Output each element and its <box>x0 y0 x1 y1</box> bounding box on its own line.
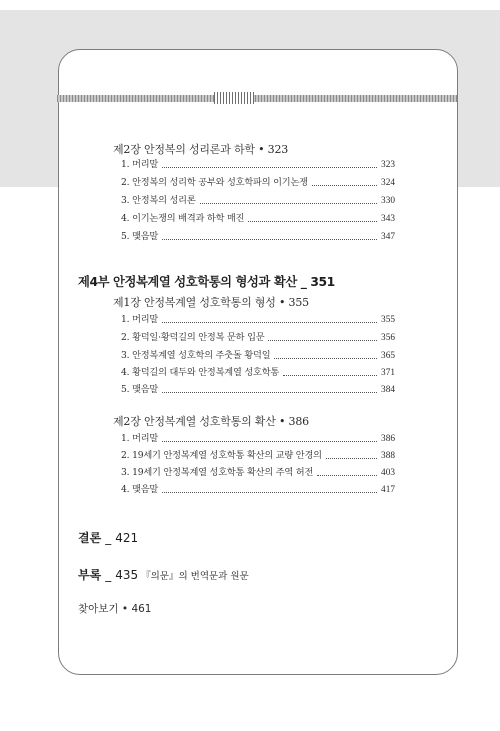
entry-page: 324 <box>381 178 395 188</box>
part-title: 제4부 안정복계열 성호학통의 형성과 확산 _ 351 <box>78 275 335 289</box>
conclusion-sep: _ <box>105 531 112 545</box>
entry-page: 371 <box>381 368 395 378</box>
conclusion-entry[interactable] <box>78 529 138 546</box>
appendix-label: 부록 <box>78 568 102 582</box>
entry-label: 5. 맺음말 <box>121 231 159 242</box>
entry-label: 4. 이기논쟁의 배격과 하학 매진 <box>121 213 245 224</box>
entry-label: 3. 19세기 안정복계열 성호학통 확산의 주역 허전 <box>121 467 314 478</box>
leader-dots <box>162 314 377 323</box>
header-rule-ornament <box>214 92 254 104</box>
toc-entry[interactable] <box>121 430 395 444</box>
leader-dots <box>162 484 377 493</box>
entry-page: 355 <box>381 315 395 325</box>
entry-page: 403 <box>381 468 395 478</box>
appendix-entry[interactable] <box>78 566 249 583</box>
leader-dots <box>162 433 377 442</box>
leader-dots <box>162 384 377 393</box>
header-rule <box>57 95 457 102</box>
entry-page: 417 <box>381 485 395 495</box>
toc-entry[interactable] <box>121 347 395 361</box>
toc-entry[interactable] <box>121 329 395 343</box>
chapter-title: 제1장 안정복계열 성호학통의 형성 • 355 <box>113 296 309 309</box>
entry-label: 1. 머리말 <box>121 159 159 170</box>
toc-entry[interactable] <box>121 174 395 188</box>
leader-dots <box>326 450 377 459</box>
entry-page: 386 <box>381 434 395 444</box>
leader-dots <box>312 177 377 186</box>
leader-dots <box>283 367 377 376</box>
entry-page: 365 <box>381 351 395 361</box>
entry-label: 5. 맺음말 <box>121 384 159 395</box>
toc-entry[interactable] <box>121 464 395 478</box>
entry-page: 323 <box>381 160 395 170</box>
appendix-sep: _ <box>105 568 112 582</box>
toc-entry[interactable] <box>121 156 395 170</box>
toc-entry[interactable] <box>121 381 395 395</box>
leader-dots <box>162 159 377 168</box>
leader-dots <box>162 231 377 240</box>
chapter-title: 제2장 안정복의 성리론과 하학 • 323 <box>113 143 289 156</box>
toc-entry[interactable] <box>121 210 395 224</box>
entry-page: 388 <box>381 451 395 461</box>
entry-page: 384 <box>381 385 395 395</box>
leader-dots <box>317 467 377 476</box>
entry-label: 3. 안정복의 성리론 <box>121 195 196 206</box>
appendix-description: 『의문』의 번역문과 원문 <box>141 571 249 582</box>
entry-label: 4. 황덕길의 대두와 안정복계열 성호학통 <box>121 367 280 378</box>
index-entry[interactable]: 찾아보기 • 461 <box>78 603 152 615</box>
leader-dots <box>200 195 378 204</box>
entry-label: 1. 머리말 <box>121 314 159 325</box>
entry-label: 2. 황덕일·황덕길의 안정복 문하 입문 <box>121 332 265 343</box>
entry-label: 2. 안정복의 성리학 공부와 성호학파의 이기논쟁 <box>121 177 308 188</box>
leader-dots <box>248 213 377 222</box>
entry-page: 330 <box>381 196 395 206</box>
toc-entry[interactable] <box>121 311 395 325</box>
toc-entry[interactable] <box>121 192 395 206</box>
entry-page: 347 <box>381 232 395 242</box>
toc-entry[interactable] <box>121 364 395 378</box>
toc-entry[interactable] <box>121 447 395 461</box>
leader-dots <box>274 350 377 359</box>
entry-label: 3. 안정복계열 성호학의 주춧돌 황덕일 <box>121 350 271 361</box>
entry-page: 343 <box>381 214 395 224</box>
entry-label: 2. 19세기 안정복계열 성호학통 확산의 교량 안경의 <box>121 450 322 461</box>
appendix-page: 435 <box>115 568 139 582</box>
entry-label: 1. 머리말 <box>121 433 159 444</box>
toc-entry[interactable] <box>121 228 395 242</box>
toc-entry[interactable] <box>121 481 395 495</box>
chapter-title: 제2장 안정복계열 성호학통의 확산 • 386 <box>113 415 309 428</box>
conclusion-label: 결론 <box>78 531 102 545</box>
leader-dots <box>268 332 377 341</box>
entry-label: 4. 맺음말 <box>121 484 159 495</box>
conclusion-page: 421 <box>115 531 139 545</box>
entry-page: 356 <box>381 333 395 343</box>
